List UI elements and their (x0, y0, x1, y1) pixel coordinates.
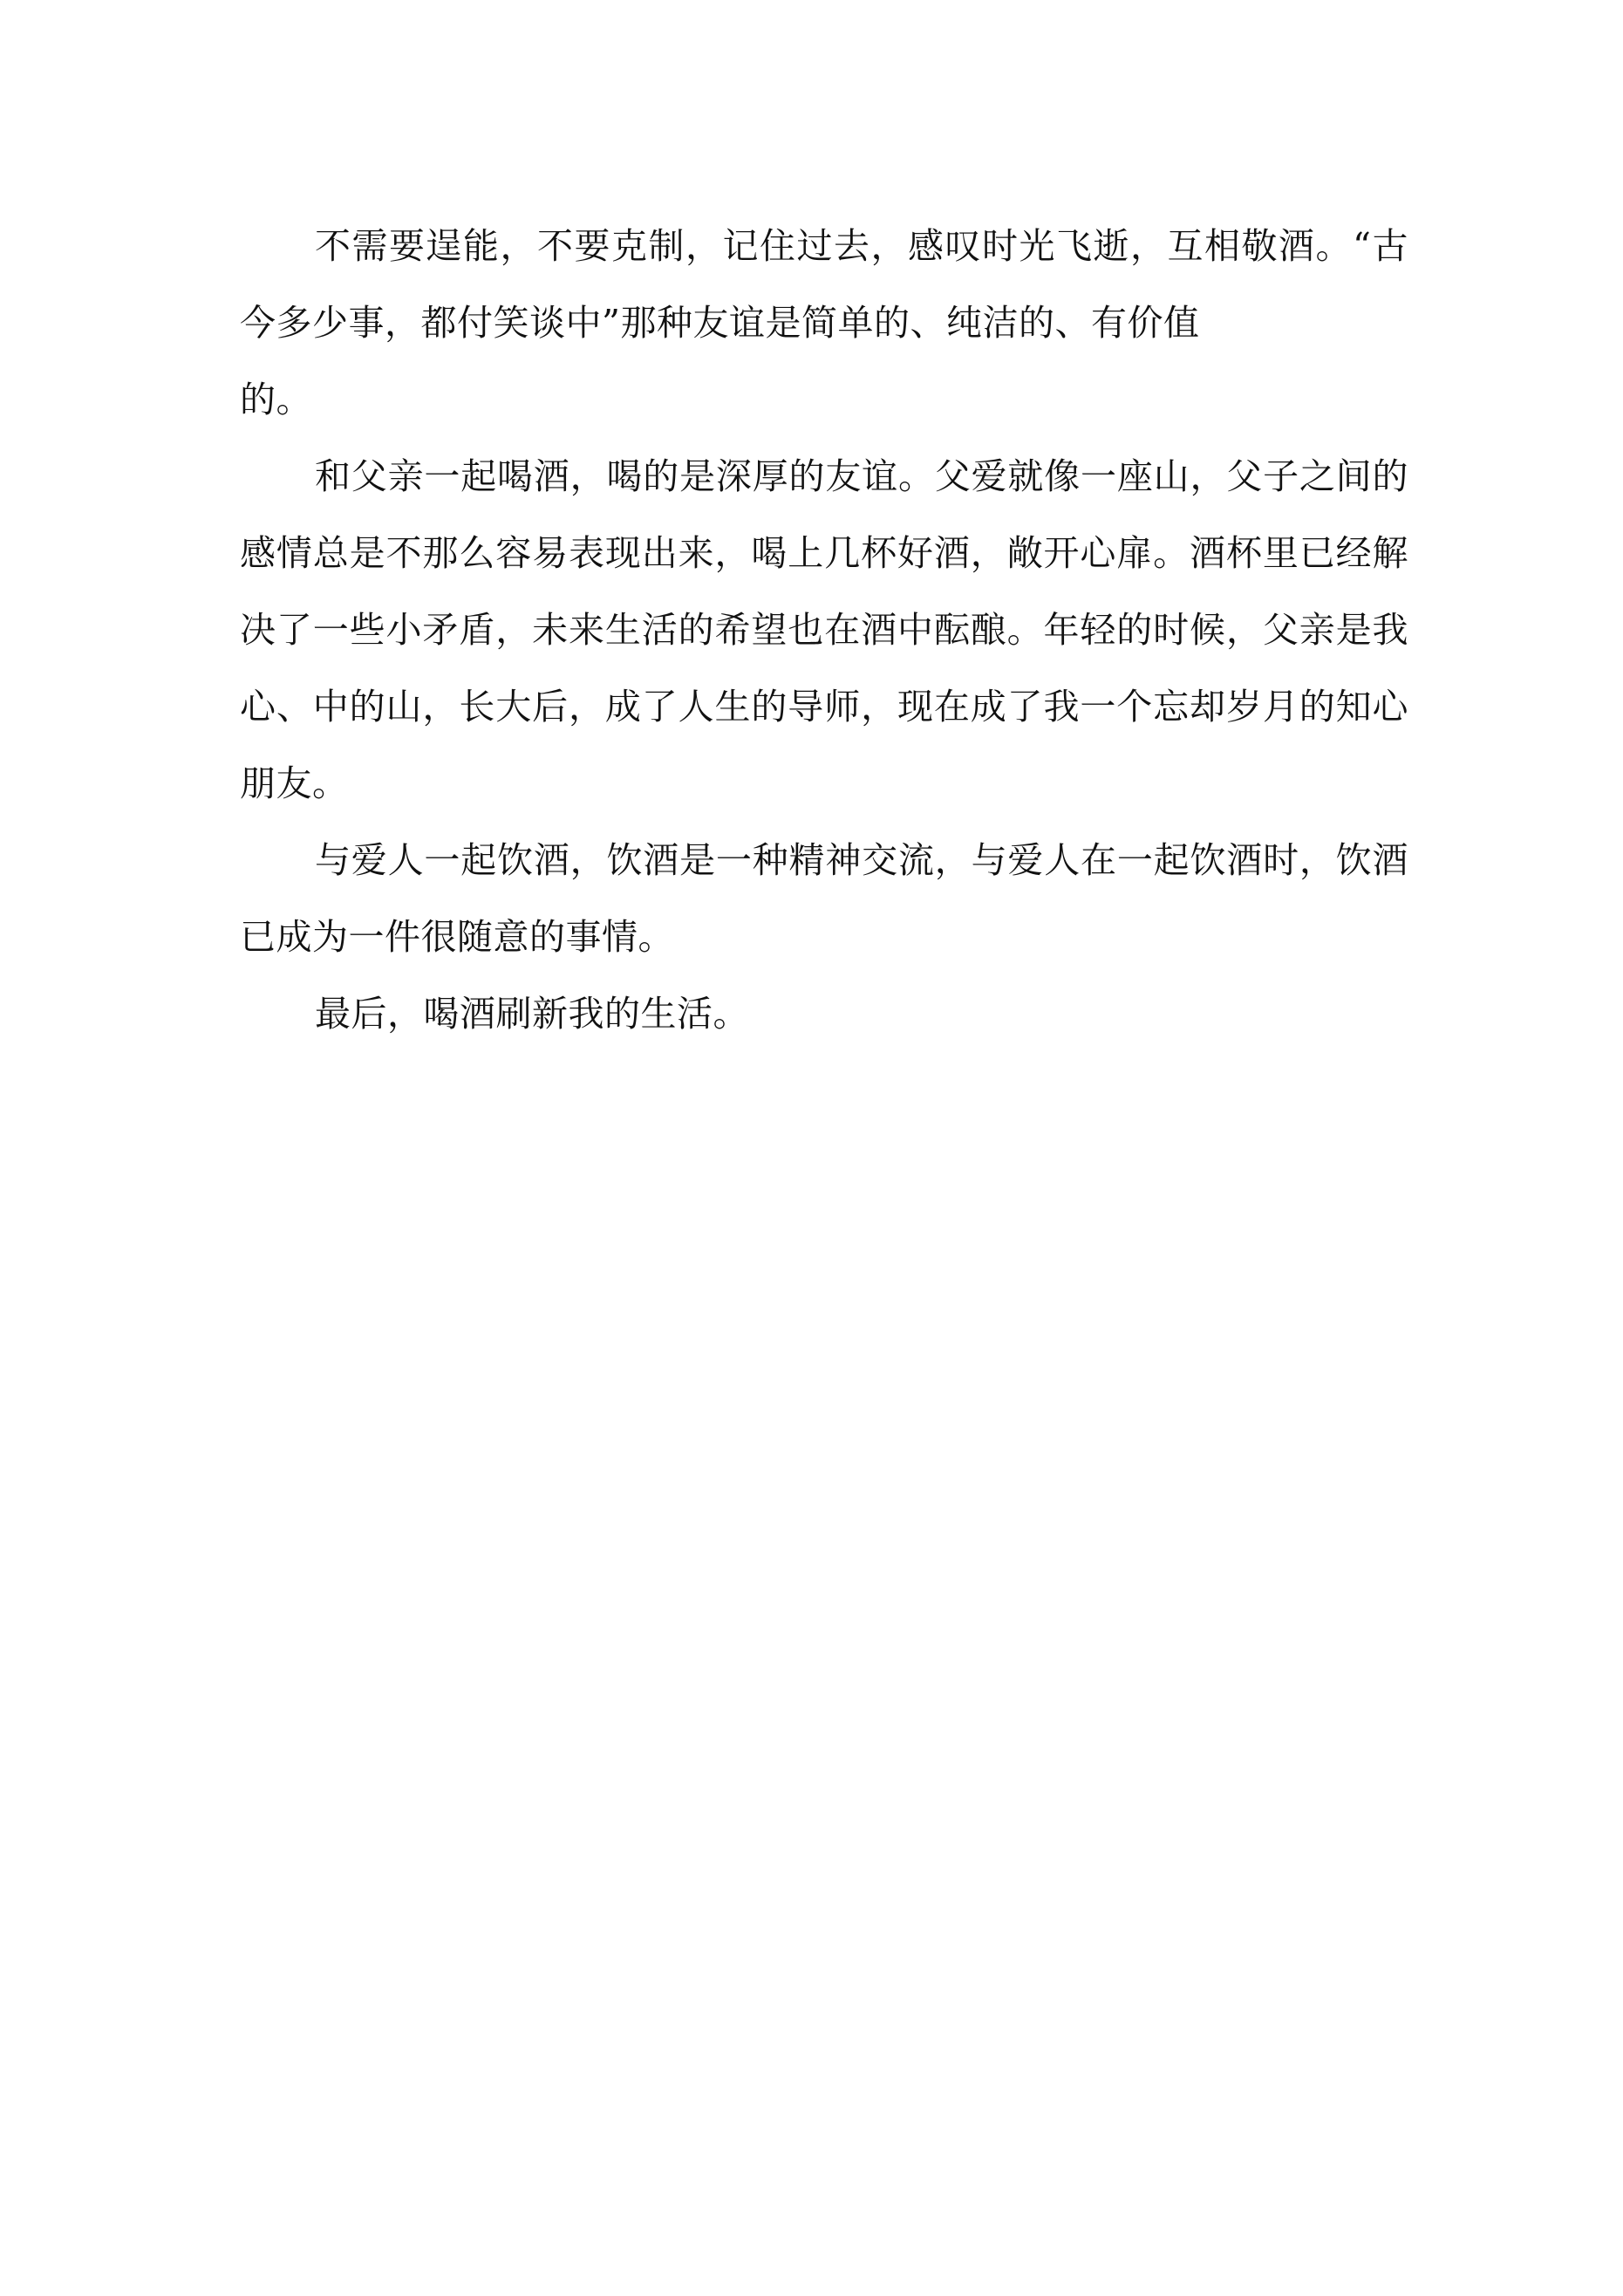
paragraph-4 (240, 975, 1408, 1052)
document-body (240, 208, 1408, 1052)
paragraph-2 (240, 438, 1408, 822)
paragraph-line: 今多少事，都付笑谈中”那种友谊是简单的、纯洁的、有价值 (240, 302, 1200, 344)
paragraph-1 (240, 208, 1408, 438)
paragraph-line: 心、中的山，长大后，成了人生的导师，现在成了我一个忘却岁月的知心 (240, 686, 1408, 728)
paragraph-3 (240, 822, 1408, 975)
paragraph-line: 最后，喝酒刷新我的生活。 (315, 993, 749, 1035)
paragraph-line: 不需要逞能，不要克制，记住过去，感叹时光飞逝，互相敬酒。“古 (315, 225, 1408, 267)
paragraph-line: 和父亲一起喝酒，喝的是深厚的友谊。父爱就像一座山，父子之间的 (315, 455, 1408, 497)
paragraph-line: 决了一些小矛盾，未来生活的希望也在酒中酝酿。年轻的时候，父亲是我 (240, 609, 1408, 651)
paragraph-line: 感情总是不那么容易表现出来，喝上几杯好酒，敞开心扉。酒杯里已经解 (240, 532, 1408, 574)
paragraph-line: 已成为一件很随意的事情。 (240, 916, 674, 958)
paragraph-line: 与爱人一起饮酒，饮酒是一种精神交流，与爱人在一起饮酒时，饮酒 (315, 839, 1408, 881)
paragraph-line: 的。 (240, 379, 312, 420)
paragraph-line: 朋友。 (240, 762, 349, 804)
